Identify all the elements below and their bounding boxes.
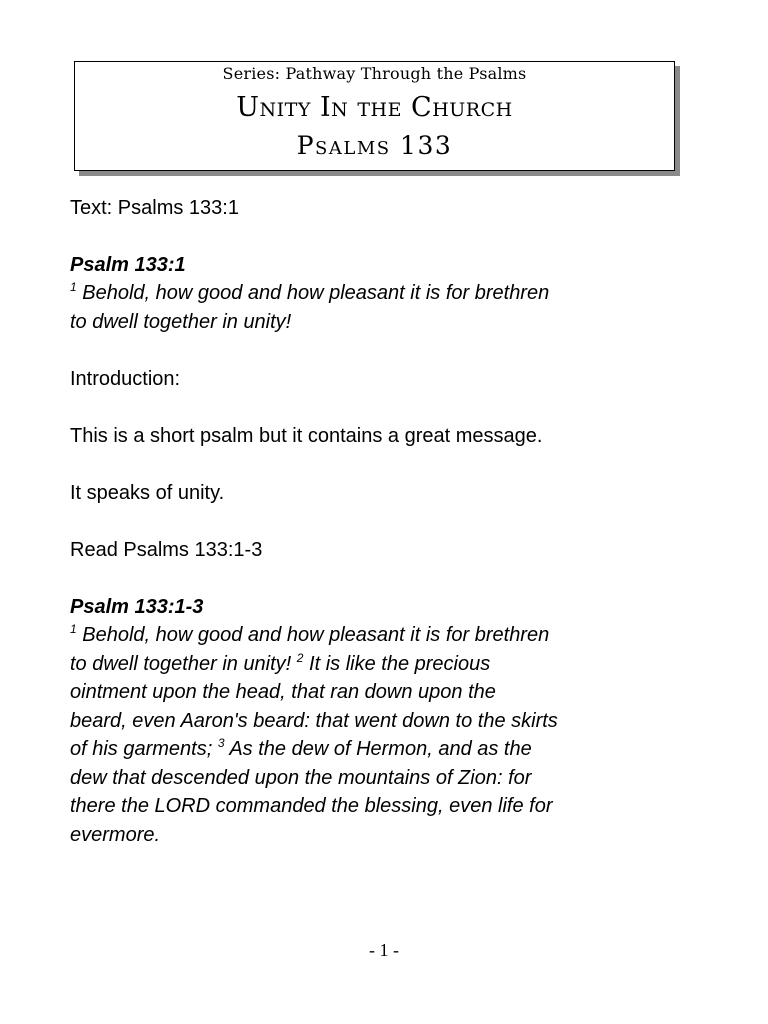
verse-number: 2 [296, 651, 304, 665]
text-reference: Text: Psalms 133:1 [70, 197, 239, 219]
verse-text: As the dew of Hermon, and as the [224, 738, 532, 760]
verse-number: 1 [70, 622, 77, 636]
verse-reference-2: Psalm 133:1-3 [70, 596, 204, 618]
verse-text: to dwell together in unity! [70, 653, 297, 675]
verse-reference-1: Psalm 133:1 [70, 254, 186, 276]
passage-line-7: there the LORD commanded the blessing, even life for [70, 795, 553, 817]
introduction-heading: Introduction: [70, 368, 181, 390]
passage-line-3: ointment upon the head, that ran down upon the [70, 681, 496, 703]
verse-text: Behold, how good and how pleasant it is for brethren [76, 624, 550, 646]
verse-text: of his garments; [70, 738, 218, 760]
verse-text: Behold, how good and how pleasant it is for brethren [76, 282, 550, 304]
verse-number: 1 [70, 280, 77, 294]
passage-line-5 [70, 735, 532, 764]
page-number: - 1 - [369, 940, 399, 960]
passage-line-4: beard, even Aaron's beard: that went down to the skirts [70, 710, 558, 732]
verse-1-line-1 [70, 279, 549, 308]
paragraph-2: It speaks of unity. [70, 482, 225, 504]
passage-line-8: evermore. [70, 824, 161, 846]
series-label: Series: Pathway Through the Psalms [222, 64, 527, 83]
passage-line-6: dew that descended upon the mountains of Zion: for [70, 767, 532, 789]
paragraph-1: This is a short psalm but it contains a great message. [70, 425, 543, 447]
verse-number: 3 [217, 736, 225, 750]
passage-line-1 [70, 621, 549, 650]
verse-text: It is like the precious [303, 653, 491, 675]
sermon-title: Unity In the Church [236, 92, 513, 123]
title-box [74, 61, 675, 171]
sermon-subtitle: Psalms 133 [296, 131, 453, 160]
paragraph-3: Read Psalms 133:1-3 [70, 539, 263, 561]
passage-line-2 [70, 650, 490, 679]
verse-1-line-2: to dwell together in unity! [70, 311, 292, 333]
